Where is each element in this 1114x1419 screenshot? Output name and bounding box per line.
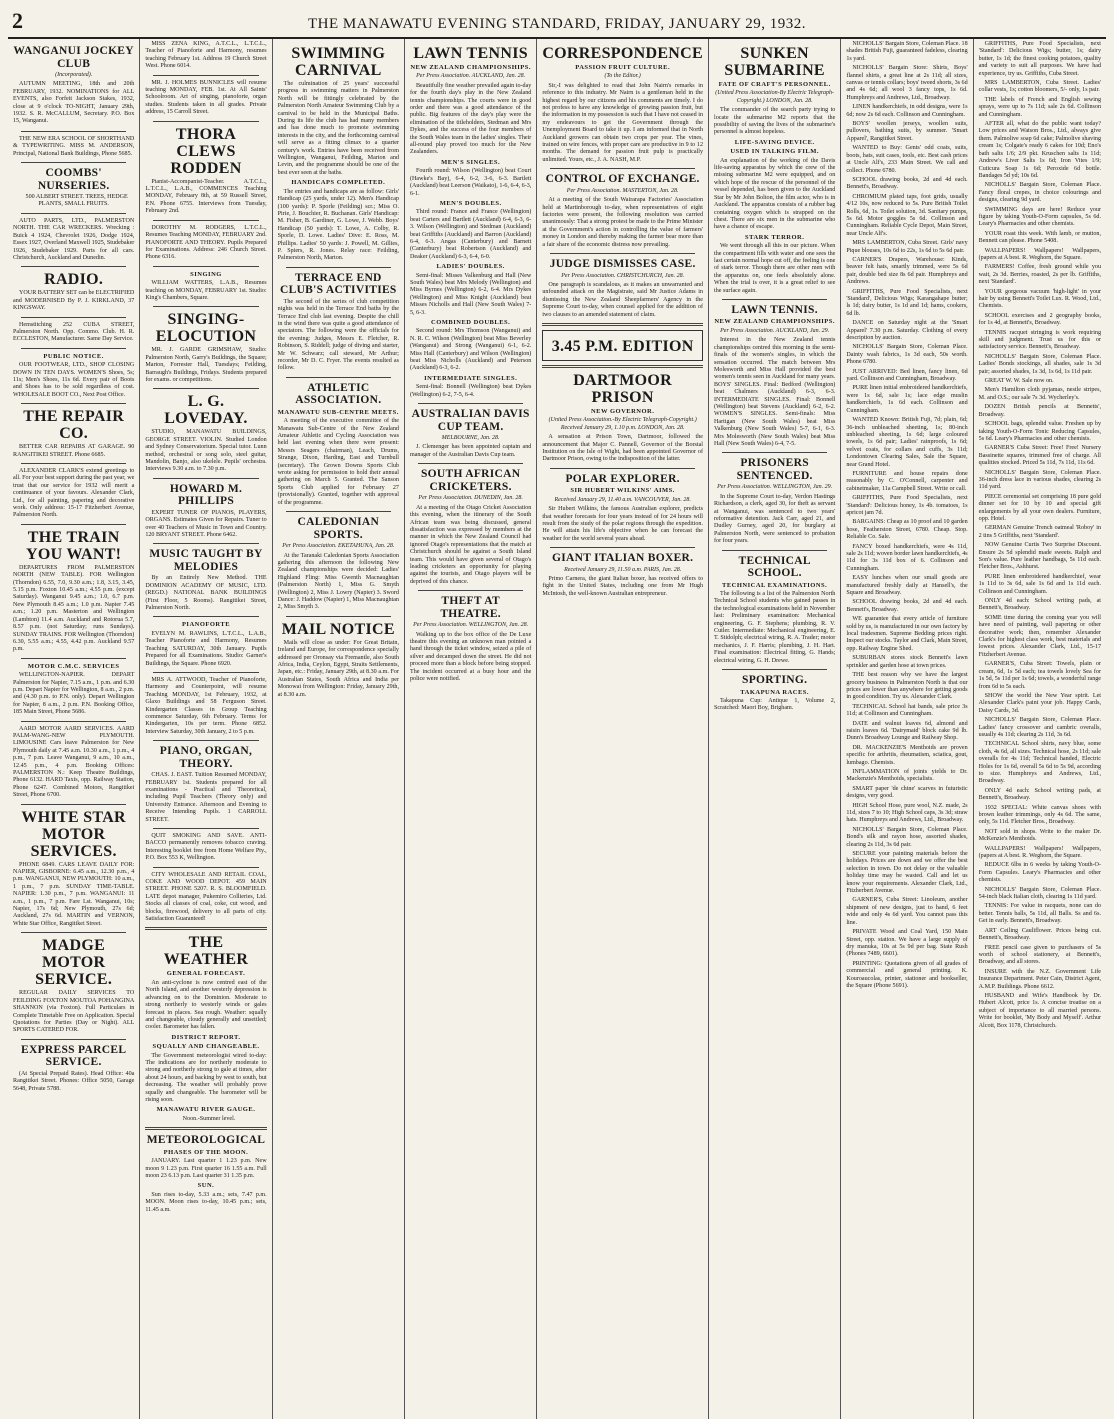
article-text: JANUARY. Last quarter 1 1.23 p.m. New moon 9 1.23 p.m. First quarter 16 1.55 a.m. Full moon 23 6.13 p.m. Last quarter 31 1.35 p.m. [145,1158,267,1179]
classified-ad: SCHOOL bags, splendid value. Freshen up by taking Youth-O-Form Tonic Reducing Capsules, 5s 6d. Leary's Pharmacies and other chemists. [978,421,1101,442]
classified-ad: FARMERS! Coffee, fresh ground while you wait, 2s 3d. Berries, roasted, 2s per lb. Griffiths, next 'Standard'. [978,264,1101,286]
classified-ad: SOME time during the coming year you will have need of painting, wall papering or other decorative work; then, remember Alexander Clark's for highest class work, best materials and lowest prices. Alexander Clark, Ltd., 15-17 Fitzherbert Avenue. [978,614,1101,658]
article-dateline: Per Press Association. DUNEDIN, Jan. 28. [418,495,523,502]
classified-ad: DANCE on Saturday night at the 'Smart Apparel' 7.30 p.m. Saturday. Clothing of every description by auction. [846,320,968,342]
classified-ad: WALLPAPERS! Wallpapers! Wallpapers, (papers at A best. R. Weghorn, the Square. [978,247,1101,261]
masthead [8,6,1106,39]
article-subheading: MEN'S SINGLES. [441,158,501,166]
article-subheading: NEW ZEALAND CHAMPIONSHIPS. [410,64,531,71]
column-4 [405,39,537,1419]
article-headline: SWIMMING CARNIVAL [291,45,386,79]
classified-ad: ONLY 4d each: School writing pads, at Bennett's, Broadway. [978,787,1101,802]
classified-ad: AFTER all, what do the public want today? Low prices and Watson Bros., Ltd., always give them. Palmolive soap 6d cake; Palmolive shaving cream 1s; Colgate's ready 6 cakes for 10d; Eno's bath salts 1/6; 2/9 pkt. Kruschen salts 1s 11d; Andrew's Liver Salts 1s 6d; Iron Vites 1/9; Cuticura Soap 1s 6d; Peroxide 6d bottle. Bandages 5d yd; 10s 6d. [978,121,1101,179]
classified-ad: FANCY boxed handkerchiefs, were 4s 11d, sale 2s 11d; woven border lawn handkerchiefs, 4s 11d for 3s 11d box of 6. Collinson and Cunningham. [846,543,968,572]
advert-heading: WHITE STAR MOTOR SERVICES. [21,808,126,860]
article-headline: TECHNICAL SCHOOL. [738,554,811,580]
article-dateline: Per Press Association. CHRISTCHURCH, Jan. 28. [561,272,685,279]
advert-text: WILLIAM WATTERS, L.A.B., Resumes teaching on MONDAY, FEBRUARY 1st. Studio: King's Chambers, Square. [145,280,267,301]
article-headline: CONTROL OF EXCHANGE. [545,173,700,186]
article-text: The entries and handicaps are as follow: Girls' Handicap (25 yards, under 12). Men's Handicap (100 yards): P. Sporle (Feilding) scr.; Miss O. Pirie, J. Bouchier, R. Buchanan. Girls' Handicap: M. Fisher, B. Gardiner, G. Lowe, J. Webb. Boys' Handicap (50 yards): T. Lowe, A. Colby, R. Sporle, D. Lowe. Ladies' Dive: E. Ross, M. Phillips. Ladies' 50 yards: J. Powell, M. Gillies, P. Spiers, R. Jones. Relay race: Feilding, Palmerston North, Marton. [277,188,399,262]
article-text: At the Taranaki Caledonian Sports Association gathering this afternoon the following New Zealand championships were decided: Ladies' Highland Fling: Miss Gwenth Macnaughtan (Palmerston North) 1, Miss G. Smyth (Wellington) 2, Miss J. Lowry (Napier) 3. Sword Dance: J. Haddow (Napier) 1, Miss Macnaughtan 2, Miss Smyth 3. [277,552,399,611]
article-subheading: MEN'S DOUBLES. [439,199,502,207]
article-text: Mails will close as under: For Great Britain, Ireland and Europe, for correspondence specially addressed per Oronsay via Fremantle, also South Africa, India, Ceylon, Egypt, Straits Settlements, Japan, etc.: Friday, January 29th, at 8.30 a.m. For Australian States, South Africa and India per Monowai from Wellington: Friday, January 29th, at 8.30 a.m. [277,639,399,698]
classified-ad: NICHOLLS' Bargain Store, Coleman Place. Ladies' fancy crossover and cambric overalls, usually 4s 11d; clearing 2s 11d, 3s 6d. [978,717,1101,738]
advert-text: MRS A. ATTWOOD, Teacher of Pianoforte, Harmony and Counterpoint, will resume Teaching MONDAY, 1st February, 1932, at Glaxo Buildings and 58 Ferguson Street. Kindergarten Classes in Group Teaching commence Saturday, 6th February. Terms for Kindergarten, 10s per term. Phone 6852. Interview Saturday, 30th January, 2 to 5 p.m. [145,676,267,735]
column-2 [140,39,272,1419]
classified-ad: EASY lunches when our small goods are manufactured freshly daily at Hansell's, the Square and Broadway. [846,575,968,597]
classified-ad: NICHOLLS' Bargain Store, Coleman Place. Ladies' Bonds stockings, all shades, sale 1s 3d pair; assorted shades, 1s 3d, 1s 6d, 1s 11d pair. [978,353,1101,375]
advert-text: REGULAR DAILY SERVICES TO FEILDING FOXTON MOUTOA POHANGINA SHANNON (via Foxton). Full Particulars in Complete Timetable Free on Application. Special Quotations for Parties (Day or Night). ALL SPORTS CATERED FOR. [13,990,135,1034]
article-headline: SPORTING. [742,674,808,687]
advert-text: Hemstitching 252 CUBA STREET, Palmerston North. Opp. Commo. Club. H. R. ECCLESTON, Manufacturer. Same Day Service. [13,321,135,343]
classified-ad: DATE and walnut loaves 6d, almond and raisin loaves 6d. 'Dairymaid' block cake 9d lb. Dunn's Broadway Lounge and Railway Shop. [846,720,968,742]
advert-subheading: (Incorporated). [55,72,93,78]
advert-heading: SINGING-ELOCUTION [155,311,257,346]
advert-text: WELLINGTON-NAPIER. DEPART Palmerston for Napier, 7.15 a.m., 1 p.m. and 6.30 p.m. Depart Napier for Wellington, 8 a.m., 2 p.m. and (4.30 p.m. to P.N. only). Depart Wellington for Napier, 8 a.m., 2 p.m. P.N. Booking Office, 185 Main Street, Phone 5686. [13,672,135,716]
advert-text: THE NEW ERA SCHOOL OF SHORTHAND & TYPEWRITING. MISS M. ANDERSON, Principal, National Bank Buildings, Phone 5685. [13,135,135,157]
classified-ad: YOUR roast this week. With lamb, or mutton, Bennett can please. Phone 5408. [978,230,1101,245]
newspaper-title: THE MANAWATU EVENING STANDARD, FRIDAY, JANUARY 29, 1932. [308,16,806,32]
classified-ad: GERMAN Genuine Trench oatmeal 'Roboy' in 2 tins 5 Griffiths, next 'Standard'. [978,525,1101,539]
advert-text: CHAS. J. EAST. Tuition Resumed MONDAY, FEBRUARY 1st. Students prepared for all examinations - Practical and Theoretical, including Pupil Teachers (Theory only) and University Entrance. Afternoon and Evening to Receive Intending Pupils. 1 CARROLL STREET. [145,772,267,823]
article-subheading: USED IN TALKING FILM. [730,148,819,156]
article-subheading: INTERMEDIATE SINGLES. [424,374,518,382]
classified-ad: SCHOOL drawing books, 2d and 4d each. Bennett's, Broadway. [846,599,968,613]
advert-heading: HOWARD M. PHILLIPS [169,482,243,508]
advert-text: ALEXANDER CLARK'S extend greetings to all. For your best support during the past year, we trust that our service for 1932 will merit a continuance of your favours. Alexander Clark, Ltd., for all painting, papering and decorative work. Only address: 15-17 Fitzherbert Avenue, Palmerston North. [13,468,135,519]
classified-ad: GARNER'S Cuba Street: Free! Free! Nursery Bassinette squares, trimmed free of charge. All qualities stocked. Priced 5s 11d, 7s 11d, 11s 6d. [978,445,1101,467]
classified-ad: HIGH School Hose, pure wool, N.Z. made, 2s 11d, sizes 7 to 10; High School caps, 3s 3d; straw hats. Humphreys and Andrews, Ltd., Broadway. [846,802,968,824]
article-dateline: Per Press Association. WELLINGTON, Jan. 28. [413,622,529,629]
advert-heading: THORA CLEWS RODDEN [170,125,242,177]
column-5 [537,39,709,1419]
article-dateline: (To the Editor.) [604,73,641,80]
article-text: One paragraph is scandalous, as it makes an unwarranted and unfounded attack on the Magistrate, said Mr Justice Adams in dismissing the New Zealand Sheepfarmers' Agency in the Supreme Court to-day, when counsel applied for the addition of two clauses to an amended statement of claim. [542,281,703,318]
article-subheading: MANAWATU SUB-CENTRE MEETS. [277,408,399,416]
advert-text: AUTUMN MEETING, 18th and 20th FEBRUARY, 1932. NOMINATIONS for ALL EVENTS, also Forfeit Jackson Stakes, 1932, close at 9 o'clock TO-NIGHT, January 29th, 1932. S. R. McCALLUM, Secretary. P.O. Box 15, Wanganui. [13,81,135,125]
article-subheading: TECHNICAL EXAMINATIONS. [722,581,828,589]
classified-ad: WANTED Known: British Fuji, 7d; plain, 6d; 36-inch unbleached sheeting, 1s; 80-inch unbleached sheeting, 1s 6d; large coloured towels, 1s 6d pair; Ladies' rainproofs, 1s 6d; velvet coats, for collars and cuffs, 3s 11d; Londontown Clearing Sales, Sale the Square, near Grand Hotel. [846,417,968,468]
article-text: The commander of the search party trying to locate the submarine M2 reports that the possibility of saving the lives of the submarine's personnel is almost hopeless. [714,107,836,136]
classified-ad: WALLPAPERS! Wallpapers! Wallpapers, (papers at A best. R. Weghorn, the Square. [978,845,1101,860]
advert-text: MR. J. GARDE GRIMSHAW, Studio: Palmerston North, Garry's Buildings, the Square; Marton, Forrester Hall, Tuesdays; Feilding, Barraugh's Buildings, Fridays. Students prepared for exams. or competitions. [145,347,267,383]
article-dateline: Per Press Association. WELLINGTON, Jan. 29. [717,484,833,491]
classified-ad: FURNITURE and house repairs done reasonably by C. O'Connell, carpenter and cabinetmaker, 11a Campbell Street. Write or call. [846,470,968,492]
advert-text: DEPARTURES FROM PALMERSTON NORTH (NEW TABLE). FOR Wellington (Thorndon) 6.55, 7.0, 9.30 a.m.; 1.8, 3.15, 3.45, 5.15 p.m. Foxton 10.45 a.m.; 4.55 p.m. (except Saturday). Wanganui 9.45 a.m.; 1.0, 6.7 p.m. New Plymouth 8.45 a.m.; 1.0 p.m. Napier 7.45 a.m.; 1.20 p.m. Masterton and Wellington (Lambton) 11.4 a.m. Auckland and Rotorua 5.7, 8.57 p.m. (not Saturday; runs Sundays). SUNDAY TRAINS. FOR Wellington (Thorndon) 6.30, 5.55 a.m.; 4.55, 4.42 p.m. Auckland 9.57 p.m. [13,564,135,653]
article-dateline: Per Press Association. MASTERTON, Jan. 28. [566,187,679,194]
article-subheading: TAKAPUNA RACES. [740,688,810,696]
classified-ad: YOUR gorgeous vacuum 'high-light' in your hair by using Bennett's Toilet Lux. R. Wood, Ltd., Chemists. [978,288,1101,310]
article-headline: LAWN TENNIS. [731,303,818,316]
section-subheading: GENERAL FORECAST. [166,970,246,978]
classified-ad: SWIMMING days are here! Reduce your figure by taking Youth-O-Form capsules, 5s 6d. Leary's Pharmacies and other chemists. [978,206,1101,228]
article-text: Sir Hubert Wilkins, the famous Australian explorer, predicts that weather forecasts for four years instead of for 24 hours will result from the study of the polar regions through the expedition. He will attain his life's objective when he can forecast the weather for the world several years ahead. [542,506,703,542]
advert-text: Pianist-Accompanist-Teacher. A.T.C.L., L.T.C.L., L.A.B., COMMENCES Teaching MONDAY, February 8th, at 59 Russell Street, P.N. Phone 6755. Interviews from Tuesday, February 2nd. [145,178,267,215]
advert-text: MR. J. HOLMES BUNNICLES will resume teaching MONDAY, FEB. 1st. At All Saints' Schoolroom. Art of singing, pianoforte, organ studies. Students taken in all grades. Private address, 15 Carroll Street. [145,79,267,116]
article-headline: AUSTRALIAN DAVIS CUP TEAM. [411,408,530,433]
classified-ad: SCHOOL exercises and 2 geography books, for 1s 4d, at Bennett's, Broadway. [978,312,1101,327]
article-headline: MAIL NOTICE [281,620,395,638]
article-subheading: HANDICAPS COMPLETED. [291,179,386,187]
advert-text: BETTER CAR REPAIRS AT GARAGE. 90 RANGITIKEI STREET. Phone 6685. [13,444,135,458]
article-headline: DARTMOOR PRISON [573,371,673,406]
classified-ad: REDUCE 6lbs in 6 weeks by taking Youth-O-Form Capsules. Leary's Pharmacies and other chemists. [978,862,1101,884]
column-3 [273,39,405,1419]
classified-ad: MRS LAMBERTON, Cuba Street. Girls' navy Pique blouses, 10s 6d to 22s, 1s 6d to 5s 6d pair. [846,240,968,254]
classified-ad: NICHOLLS' Bargain Store, Coleman Place. 18 shades British Fuji, guaranteed fadeless, clearing 1s yard. [846,41,968,62]
article-headline: TERRACE END CLUB'S ACTIVITIES [280,271,397,297]
article-subheading: COMBINED DOUBLES. [431,319,511,326]
classified-ad: GARNER'S, Cuba Street: Towels, plain or cream, 6d, 1s 5d each; tea towels lovely Sea for 1s 5d, 5s 11d per 1s 6d; towels, a wonderful range from 6d to 5s each. [978,661,1101,690]
article-headline: PRISONERS SENTENCED. [736,457,813,482]
classified-ad: TECHNICAL School hat bands, sale price 3s 11d; at Collinson and Cunningham. [846,703,968,718]
classified-ad: 1932 SPECIAL: White canvas shoes with brown leather trimmings, only 4s 6d. The same, only, 5s 11d. Fletcher Bros., Broadway. [978,804,1101,826]
article-text: The following is a list of the Palmerston North Technical School students who gained passes in the technological examinations held in November last: Preliminary examination: Mechanical engineering, G. F. Stephens; plumbing, R. V. Cutler. Intermediate: Mechanical engineering, E. T. Stidolph; electrical wiring, R. A. Trader; motor mechanics, J. F. Harris; plumbing, J. H. Hart. Final examination: Electrical fitting, G. Hands; electrical wiring, G. H. Drewe. [714,591,836,664]
section-heading: THE WEATHER [163,934,249,969]
advert-text: EVELYN M. RAWLINS, L.T.C.L., L.A.B., Teacher Pianoforte and Harmony, Resumes Teaching SATURDAY, 30th January. Pupils Prepared for all Examinations. Studio: Garner's Buildings, the Square. Phone 6920. [145,630,267,667]
advert-heading: PIANO, ORGAN, THEORY. [159,745,253,770]
classified-ad: JUST ARRIVED: Bed linen, fancy linen, 6d yard. Collinson and Cunningham, Broadway. [846,368,968,383]
classified-ad: PIECE ceremonial set comprising 18 pure gold dinner set for 10 by 10 and special gift enlargements by all your own dealers. Furniture, opp. Hotel. [978,493,1101,522]
classified-ad: CHROMIUM plated taps, foot grids, usually 4/12 10s, now reduced to 5s. Pure British Toilet Rolls, 6d, 1s. Toilet solution, 3d. Sanitary pumps, 5s 6d. Motor goggles 5s 6d. Collinson and Cunningham. Reliable Cycle Depot, Main Street, near Uncle Alf's. [846,193,968,237]
advert-heading: MADGE MOTOR SERVICE. [35,937,113,989]
advert-text: DOROTHY M. RODGERS, L.T.C.L., Resumes Teaching MONDAY, FEBRUARY 2nd. PIANOFORTE AND THEORY. Pupils Prepared for Examinations. Address: 246 Church Street. Phone 6316. [145,224,267,261]
advert-text: PHONE 6849. CARS LEAVE DAILY FOR: NAPIER, GISBORNE: 6.45 a.m., 12.30 p.m., 4 p.m. WANGANUI, NEW PLYMOUTH: 10 a.m., 1 p.m., 7 p.m. SUNDAY TIME-TABLE. NAPIER: 1.30 p.m., 7 p.m. WANGANUI: 11 a.m., 1 p.m., 7 p.m. Fare Lst. Wanganui, 10s; Napier, 17s 6d; New Plymouth, 27s 6d; Auckland, 27s 6d. MARTIN and VERNON, White Star Office, Rangitikei Street. [13,861,135,927]
advert-text: AUTO PARTS, LTD., PALMERSTON NORTH. THE CAR WRECKERS. Wrecking : Buick 4 1924, Chevrolet 1926, Dodge 1924, Essex 1927, Overland Maxwell 1925, Studebaker 1926, Studebaker 1929. Parts for all cars. Christchurch, Auckland and Dunedin. [13,217,135,261]
advert-text: 500 ALBERT STREET. TREES, HEDGE PLANTS, SMALL FRUITS. [25,194,128,208]
article-dateline: (United Press Association-By Electric Telegraph-Copyright.) LONDON, Jan. 28. [715,90,835,104]
article-text: We went through all this in our picture. When the compartment fills with water and one sees the last certain normal hope cut off, the feeling is one of stark terror. Though there are other men with the apparatus on, one feels absolutely alone. When the trial is over, it is a great relief to see the surface again. [714,243,836,294]
classified-ad: SMART paper 'de chine' scarves in futuristic designs, very good. [846,785,968,800]
advert-heading: PUBLIC NOTICE. [43,352,104,360]
article-dateline: Received January 29, 11.40 a.m. VANCOUVER, Jan. 28. [554,496,691,503]
classified-ad: MRS LAMBERTON, Cuba Street. Ladies' collar vests, 1s; cotton bloomers, 5/- only, 1s pair. [978,80,1101,94]
article-text: A meeting of the executive committee of the Manawatu Sub-Centre of the New Zealand Amateur Athletic and Cycling Association was held last evening when there were present: Messrs Seagers (chairman), Leach, Drums, Strange, Dixon, Harding, East and Turnbull (secretary). The Grown Downs Sports Club wrote asking for permission to hold their annual gathering on March 5. Granted. The Sanson Sports Club applied for February 27 (provisionally). Granted, together with approval of the programme. [277,418,399,506]
classified-ad: BARGAINS: Cheap as 10 proof and 10 garden hose, Featherston Street, 6780. Cheap. Stop. Reliable Co. Sale. [846,519,968,541]
article-dateline: Per Press Association. AUCKLAND, Jan. 28. [416,73,526,80]
article-headline: GIANT ITALIAN BOXER. [551,552,694,565]
article-headline: POLAR EXPLORER. [565,472,680,485]
classified-ad: LINEN handkerchiefs, in odd designs, were 1s 6d; now 2s 6d each. Collinson and Cunningham. [846,104,968,118]
article-headline: THEFT AT THEATRE. [440,595,501,620]
classified-ad: NICHOLLS' Bargain Store, Coleman Place. Fancy floral crepes, in choice colourings and designs, clearing 9d yard. [978,182,1101,204]
section-subheading: PHASES OF THE MOON. [163,1148,249,1156]
classified-ad: WE guarantee that every article of furniture sold by us, is manufactured in our own factory by local tradesmen. Supreme Bedding prices right. Inspect our stocks. Taylor and Clark, Main Street, opp. Railway Engine Shed. [846,616,968,652]
article-subheading: PASSION FRUIT CULTURE. [575,64,671,71]
column-8 [974,39,1106,1419]
classified-ad: NICHOLLS' Bargain Store, Coleman Place. Bond's silk and rayon hose, assorted shades, clearing 2s 11d, 3s 6d pair. [846,826,968,848]
article-headline: CORRESPONDENCE [542,45,703,62]
classified-ad: BOYS' woollen jerseys, woollen suits, pullovers, bathing suits, by summer. 'Smart Apparel', Rangitikei Street. [846,121,968,142]
classified-ad: SHOW the world the New Year spirit. Let Alexander Clark's paint your job. Happy Cards, Daisy Cards, 3d. [978,692,1101,714]
article-text: An explanation of the working of the Davis life-saving apparatus by which the crew of the missing submarine M2 were equipped, and on which hope of the rescue of the personnel of the vessel depended, has been given to the Auckland Star by Mr John Bolton, the film actor, who is in Auckland. The apparatus consists of a rubber bag containing oxygen which is strapped on the chest. There are six men in the submarine who have a chance of escape. [714,157,836,231]
classified-ad: DOZEN British pencils at Bennetts', Broadway. [978,404,1101,418]
advert-heading: MUSIC TAUGHT BY MELODIES [149,548,263,573]
article-text: The culmination of 25 years' successful progress in swimming matters in Palmerston North will be fittingly celebrated by the Palmerston North Amateur Swimming Club by a carnival to be held in the Municipal Baths. During its life the club has had many members and has done much to promote swimming interests in the city, and the forthcoming carnival will serve as a fitting climax to a quarter century's work. Entries have been received from Wellington, Wanganui, Feilding, Marton and Levin, and the programme should be one of the best ever seen at the baths. [277,81,399,176]
classified-ad: TENNIS racquet stringing is work requiring skill and judgment. Trust us for this or satisfactory service. Bennett's, Broadway. [978,329,1101,351]
advert [13,45,134,126]
classified-ad: SUBURBAN stores stock Bennett's lawn sprinkler and garden hose at town prices. [846,655,968,669]
classified-ad: TECHNICAL School shirts, navy blue, some cloth, 4s 6d, all sizes. Technical hose, 2s 11d; sale overalls for 4s 11d; Technical handed, Electric Holes for 1s 6d, overall 5s 6d to 5s 9d, according to size. Humphreys and Andrews, Ltd., Broadway. [978,741,1101,785]
article-text: Interest in the New Zealand tennis championships centred this morning in the semi-finals of the women's singles, in which the sensation occurred. The match between Mrs Molesworth and Miss Hall provided the best women's tennis seen in Auckland for many years. BOYS' SINGLES. Final: Bedford (Wellington) beat Chalmers (Auckland) 6-3, 6-3. INTERMEDIATE SINGLES. Final: Bonnell (Wellington) beat Stevens (Auckland) 6-2, 6-2. WOMEN'S SINGLES. Semi-finals: Miss Hartigan (New South Wales) beat Miss Valkenburg (New South Wales) 5-7, 6-1, 6-3. Mrs Molesworth (New South Wales) beat Miss Hall (New South Wales) 6-4, 7-5. [714,337,836,447]
section-subheading: DISTRICT REPORT. [171,1033,241,1041]
advert-text: STUDIO, MANAWATU BUILDINGS, GEORGE STREET. VIOLIN. Studied London and Sydney Conservatorium. Special tutor. Lunn method, orchestral or song solo, steel guitar, Mandolin, Banjo, also ukelele. Pupils' orchestra. Interviews 9.30 a.m. to 7.30 p.m. [145,429,267,473]
article-headline: CALEDONIAN SPORTS. [297,516,380,541]
article-text: The second of the series of club competition nights was held in the Terrace End baths by the Terrace End club last evening. Despite the chill in the wind there was quite a good attendance of spectators. The following were the officials for the evening: Judges, Messrs E. Fletcher, R. Robinson, S. Riddell; judge of diving and starter, Mr W. Schwarz; call steward, Mr Arthur; recorder, Mr D. C. Fryer. The events resulted as follow. [277,298,399,372]
article-text: At a meeting of the South Wairarapa Factories' Association held at Martinborough to-day, when representatives of eight factories were present, the following resolution was carried unanimously: That a strong protest be made to the Prime Minister at the Government's action in controlling the value of farmers' money in London and thereby making the farmer bear more than a fair share of the economic distress now prevailing. [542,197,703,248]
article-headline: LAWN TENNIS [413,45,528,62]
classified-ad: NICHOLLS' Bargain Store: Shirts, Boys' flannel shirts, a great line at 2s 11d; all sizes, canvas or tennis collars; boys' tweed shorts, 3s 6d and 4s 6d; all wool 3 fancy tops, 1s 6d. Humphreys and Andrews, Ltd., Broadway. [846,65,968,101]
classified-ad: ONLY 4d each: School writing pads, at Bennett's, Broadway. [978,598,1101,612]
classified-ad: PURE linen initial embroidered handkerchiefs, were 1s 6d, sale 1s; lace edge muslin handkerchiefs, 1s 6d each. Collinson and Cunningham. [846,385,968,414]
advert-heading: SINGING [190,270,222,278]
article-subheading: LIFE-SAVING DEVICE. [734,138,815,146]
edition-box [542,330,703,361]
advert-heading: THE TRAIN YOU WANT! [26,528,122,563]
classified-ad: NICHOLLS' Bargain Store, Coleman Place. Dainty wash fabrics, 1s 3d each, 50s worth. Phone 6780. [846,344,968,366]
classified-ad: TENNIS: For value in racquets, none can do better. Tennis balls, 5s 11d, all Balls. Ss and 6s. Get in early. Bennett's, Broadway. [978,903,1101,925]
classified-ad: GRIFFITHS, Pure Food Specialists, next 'Standard': Delicious honey, 1s 4b. tomatoes, 1s apricot jam 7d. [846,495,968,516]
classified-ad: SCHOOL drawing books, 2d and 4d each. Bennett's, Broadway. [846,176,968,191]
article-headline: ATHLETIC ASSOCIATION. [295,381,382,407]
article-subheading: SIR HUBERT WILKINS' AIMS. [570,487,675,495]
advert-text: OUR FOOTWEAR, LTD., SHOP CLOSING DOWN IN TEN DAYS. WOMEN'S Shoes, 5s; 11s; Men's Shoes, 11s 6d. Every pair of Boots and Shoes has to be sold regardless of cost. WHOLESALE BOOT CO., Next Post Office. [13,362,135,398]
article-text: An anti-cyclone is now centred east of the North Island, and another westerly depression is advancing on to the Dominion. Moderate to strong northerly to westerly winds or gales forecast in places. Sea rough. Weather: squally and changeable, cloudy generally and unsettled; cooler. Barometer has fallen. [145,979,267,1031]
advert-text: MISS ZENA KING, A.T.C.L., L.T.C.L., Teacher of Pianoforte and Harmony, resumes teaching February 1st. Address 19 Church Street West. Phone 6014. [145,41,267,70]
article-subheading: NEW GOVERNOR. [590,407,655,415]
advert-heading: COOMBS' NURSERIES. [37,167,110,192]
article-headline: JUDGE DISMISSES CASE. [549,258,696,271]
advert-text: (At Special Prepaid Rates). Head Office: 40a Rangitikei Street. Phones: Office 5050, Garage 5648, Private 5788. [13,1070,135,1092]
column-7 [841,39,973,1419]
advert-heading: L. G. LOVEDAY. [164,393,248,428]
article-text: Third round: France and France (Wellington) beat Carters and Bartlett (Auckland) 6-4, 6-3, 6-3. Wilson (Wellington) and Stedman (Auckland) beat Griffiths (Auckland) and Barron (Auckland) 6-4, 6-3. Angas (Canterbury) and Barnett (Canterbury) beat Robertson (Auckland) and Deaker (Auckland) 6-3, 6-4, 6-0. [409,209,532,260]
article-dateline: MELBOURNE, Jan. 28. [441,435,500,442]
classified-ad: CARNER'S Drapers, Warehouse: Kinds, beaver felt hats, smartly trimmed, were 5s 6d pair, double bed size 8s 6d pair. Humphreys and Andrews. [846,256,968,286]
article-text: Semi-final: Misses Valkenburg and Hall (New South Wales) beat Mrs Melody (Wellington) and Miss Byrnes (Wellington) 6-2, 6-4. Mrs Dykes (Wellington) and Miss Knight (Auckland) beat Misses Nicholls and Hall (New South Wales) 7-5, 6-3. [409,272,532,316]
classified-ad: THE best reason why we have the largest grocery business in Palmerston North is that our prices are lower than anywhere for getting goods in good condition. Try us. Alexander Clark. [846,672,968,701]
advert-text: YOUR BATTERY SET can be ELECTRIFIED and MODERNISED By P. J. KIRKLAND, 37 KINGSWAY. [13,290,135,312]
classified-ad: PRINTING: Quotations given of all grades of commercial and general printing. K. Kouroaucolas, printer, stationer and bookseller, the Square (Phone 5691). [846,960,968,989]
classified-ad: NICHOLLS' Bargain Store, Coleman Place. 54-inch black Italian cloth, clearing 1s 11d yard. [978,886,1101,901]
article-text: Second round: Mrs Thomson (Wanganui) and N. R. C. Wilson (Wellington) beat Miss Beverley (Wanganui) and Strong (Wanganui) 6-1, 6-2. Miss Hall (Canterbury) and Wilson (Wellington) beat Miss Nicholls (Auckland) and Peterson (Auckland) 6-3, 6-2. [409,328,532,372]
classified-ad: ART Ceiling Cauliflower. Prices being cut. Bennett's, Broadway. [978,927,1101,942]
classified-ad: INSURE with the N.Z. Government Life Insurance Department. Peter Cain, District Agent, A.M.P. Buildings. Phone 6612. [978,968,1101,990]
classified-ad: NOW Genuine Curtis Two Surprise Discount. Ensure 2s 5d splendid made sweets. Ralph and Son's value. Pure leather handbags, 5s 11d each. Fletcher Bros., Ashhurst. [978,542,1101,571]
article-dateline: Per Press Association. AUCKLAND, Jan. 29. [720,327,830,334]
article-subheading: STARK TERROR. [744,233,805,241]
column-6 [709,39,841,1419]
advert-text: CITY WHOLESALE AND RETAIL COAL, COKE AND WOOD DEPOT. 459 MAIN STREET. PHONE 5207. R. S. BLOOMFIELD. LATE depot manager, Pukemiro Collieries, Ltd. Stocks all classes of coal, coke, cut wood, and blocks, firewood, delivery to all parts of city. Satisfaction Guaranteed! [145,871,267,923]
advert-text: AARD MOTOR AARD SERVICES. AARD PALM-WANG-NEW PLYMOUTH. LIMOUSINE Cars leave Palmerston for New Plymouth daily at 7.45 a.m. 10.30 a.m., 1 p.m., 4 p.m., 7 p.m. Leave Wanganui, 9 a.m., 10 a.m., 12.45 p.m., 4 p.m. Booking Offices: PALMERSTON N.: Keep Theatre Buildings, Phone 6132. HARD Taxis, opp. Railway Station, Phone 6247. Combined Motors, Rangitikei Street, Phone 6700. [13,725,135,799]
article-dateline: (United Press Association.-By Electric Telegraph-Copyright.) Received January 29, 1.10 p.m. LONDON, Jan. 28. [548,417,697,431]
classified-ad: DR. MACKENZIE'S Menthoids are proven specific for arthritis, rheumatism, sciatica, gout, lumbago. Chemists. [846,744,968,766]
article-text: Primo Carnera, the giant Italian boxer, has received offers to fight in the United States, including one from Mr Hugh McIntosh, the well-known Australian entrepreneur. [542,576,703,597]
article-text: Semi-final: Bonnell (Wellington) beat Dykes (Wellington) 6-2, 7-5, 6-4. [409,384,532,398]
advert-heading: EXPRESS PARCEL SERVICE. [21,1043,127,1069]
advert-text: EXPERT TUNER OF PIANOS, PLAYERS, ORGANS. Estimates Given for Repairs. Tuner to over 40 Teachers of Music in Town and Country. 120 BRYANT STREET. Phone 6462. [145,509,267,539]
article-subheading: FATE OF CRAFT'S PERSONNEL. [718,81,831,88]
article-text: Beautifully fine weather prevailed again to-day for the fourth day's play in the New Zealand tennis championships. The courts were in good order and there was a good attendance of the public. Big features of the day's play were the elimination of the titleholders, Stedman and Mrs Dykes, and the success of the four members of the South Wales team in the ladies' singles. Their all-round play proved too much for the New Zealanders. [409,82,532,156]
section-subheading: MANAWATU RIVER GAUGE. [156,1106,256,1114]
edition-heading: 3.45 P.M. EDITION [551,337,694,355]
classified-ad: GRIFFITHS, Pure Food Specialists, next 'Standard': Delicious Wigs; butter, 1s; dairy butter, 1s 1d; the finest cooking potatoes, quality and variety to suit all purposes. We have had experience, try us. Griffiths, Cuba Street. [978,41,1101,77]
classified-ad: SECURE your painting materials before the holidays. Prices are down and we offer the best selection in town. Do not delay or the valuable holiday time may be wasted. Call and let us know your requirements. Alexander Clark, Ltd., Fitzherbert Avenue. [846,851,968,895]
article-headline: SOUTH AFRICAN CRICKETERS. [420,468,521,493]
classified-ad: GREAT W. W. Sale now on. [984,378,1054,385]
article-text: Fourth round: Wilson (Wellington) beat Court (Hawke's Bay), 6-4, 6-2, 3-6, 6-3. Bartlett (Auckland) beat Leerson (Waikato), 1-6, 6-4, 6-3, 6-1. [409,168,532,197]
article-text: Sun rises to-day, 5.33 a.m.; sets, 7.47 p.m. MOON. Moon rises to-day, 10.45 p.m.; sets, 11.45 a.m. [145,1191,267,1213]
article-subheading: NEW ZEALAND CHAMPIONSHIPS. [714,318,835,326]
article-text: At a meeting of the Otago Cricket Association this evening, when the itinerary of the South African team was being discussed, general dissatisfaction was expressed by members at the manner in which the New Zealand Council had ignored Otago's representations that the match at Christchurch should be against a South Island team. This would have given several of Otago's leading cricketers an opportunity for playing against the tourists, and Otago players will be deprived of this chance. [409,504,532,585]
article-text: Sir,-I was delighted to read that John Nairn's remarks in reference to this industry. Mr Nairn is a gentleman held in the highest regard by our citizens and his comments are timely. I do not profess to have any knowledge of growing passion fruit, but the information in my possession is such that I have not ceased in my endeavours to get the Government through the Unemployment Board to take it up. I am informed that in North Auckland growers can obtain two crops per year. The vines, trained on wire fences, with proper care are productive in 9 to 12 months. The demand for passion fruit pulp is practically unlimited. Yours, etc., J. A. NASH, M.P. [542,82,703,163]
classified-ad: INFLAMMATION of joints yields to Dr. Mackenzie's Menthoids, specialists. [846,768,968,783]
article-text: In the Supreme Court to-day, Verdon Hastings Richardson, a clerk, aged 30, for theft as servant at Wanganui, was sentenced to two years' reformative detention. Jack Carr, aged 21, and Dudley Gurney, aged 20, for burglary at Palmerston North, were sentenced to probation for four years. [714,493,836,545]
classified-ad: HUSBAND and Wife's Handbook by Dr. Hubert Alcott, price 1s. A concise treatise on a subject of importance to all married persons. Write for booklet, 'My Body and Myself'. Arthur Alcott, Box 1178, Christchurch. [978,992,1101,1029]
classified-ad: NOT sold in shops. Write to the maker Dr. McKenzie's Menthoids. [978,828,1101,843]
section-subheading: SQUALLY AND CHANGEABLE. [152,1043,260,1051]
article-text: Takapuna Cup: Antique 1, Volume 2, Scratched: Maori Boy, Brigham. [714,698,836,712]
classified-ad: WANTED to Buy: Gents' odd coats, suits, boots, hats, suit cases, tools, etc. Best cash prices at Uncle Alf's, 233 Main Street. We call and collect. Phone 6780. [846,145,968,174]
article-text: The Government meteorologist wired to-day: The indications are for northerly moderate to strong and northerly strong to gale at times, after about 24 hours, and backing by west to south, but decreasing. The weather will probably prove squally and changeable. The barometer will be rising soon. [145,1052,267,1103]
article-dateline: Received January 29, 11.50 a.m. PARIS, Jan. 28. [564,566,682,573]
advert-heading: PIANOFORTE [181,621,231,629]
article-text: J. Clemenger has been appointed captain and manager of the Australian Davis Cup team. [409,444,532,458]
column-1 [8,39,140,1419]
advert-heading: RADIO. [44,271,104,289]
classified-ad: GRIFFITHS, Pure Food Specialists, next 'Standard', Delicious Wigs; Karangahape butter; ls 1d; dairy butter, 1s 1d and 1d; hams, cookers, 6d lb. [846,288,968,317]
classified-ad: FREE pencil case given to purchasers of 5s worth of school stationery, at Bennett's, Broadway, and all stores. [978,944,1101,966]
article-headline: SUNKEN SUBMARINE [724,45,825,79]
page-number: 2 [12,8,23,33]
article-dateline: Per Press Association. EKETAHUNA, Jan. 28. [282,543,395,550]
article-text: Walking up to the box office of the De Luxe theatre this evening an unknown man pointed a hand through the ticket window, seized a pile of silver and decamped down the street. He did not proceed more than a block before being stopped. The incident occurred at a busy hour and the police were notified. [409,631,532,682]
advert-heading: WANGANUI JOCKEY CLUB [13,45,134,70]
article-text: A sensation at Prison Town, Dartmoor, followed the announcement that Major C. Pannell, Governor of the Borstal Institution on the Isle of Wight, had been appointed Governor of Dartmoor Prison, owing to the indisposition of the latter. [542,434,703,463]
advert-text: By an Entirely New Method. THE DOMINION ACADEMY OF MUSIC, LTD. (REGD.) NATIONAL BANK BUILDINGS (First Floor, 5 Rooms). Rangitikei Street, Palmerston North. [145,575,267,612]
advert-heading: MOTOR C.M.C. SERVICES [27,662,120,670]
section-subheading: SUN. [197,1182,215,1190]
classified-ad: PURE linen embroidered handkerchief, wear 1s 11d to 3s 6d, sale 1s 6d and 1s 11d each. Collinson and Cunningham. [978,573,1101,595]
article-text: Noon.-Summer level. [182,1115,236,1122]
classified-ad: Men's Hamilton cloth pyjamas, nestle stripes, M. and O.S.; our sale 7s 3d. Wycherley's. [978,387,1101,401]
section-heading: METEOROLOGICAL [146,1134,266,1147]
classified-ad: PRIVATE Wood and Coal Yard, 150 Main Street, opp. station. We have a large supply of dry manuka, 10s at 5s 9d per bag. State Rush (Phones 7489, 6601). [846,929,968,958]
article-subheading: LADIES' DOUBLES. [436,263,505,271]
advert-heading: THE REPAIR CO. [23,408,125,443]
classified-ad: THE labels of French and English sewing sprays, were up to 7s 11d; sale 2s 6d. Collinson and Cunningham. [978,96,1101,118]
advert-text: QUIT SMOKING AND SAVE. ANTI-BACCO permanently removes tobacco craving. Interesting booklet free from Home Welfare Pty., P.O. Box 553 K, Wellington. [145,833,267,862]
classified-ad: NICHOLLS' Bargain Store, Coleman Place. 36-inch dress lace in various shades, clearing 2s 11d yard. [978,469,1101,491]
columns [8,39,1106,1419]
classified-ad: GARNER'S, Cuba Street: Linoleum, another shipment of new designs, just to hand, 6 feet wide and only 4s 6d yard. You cannot pass this line. [846,897,968,926]
